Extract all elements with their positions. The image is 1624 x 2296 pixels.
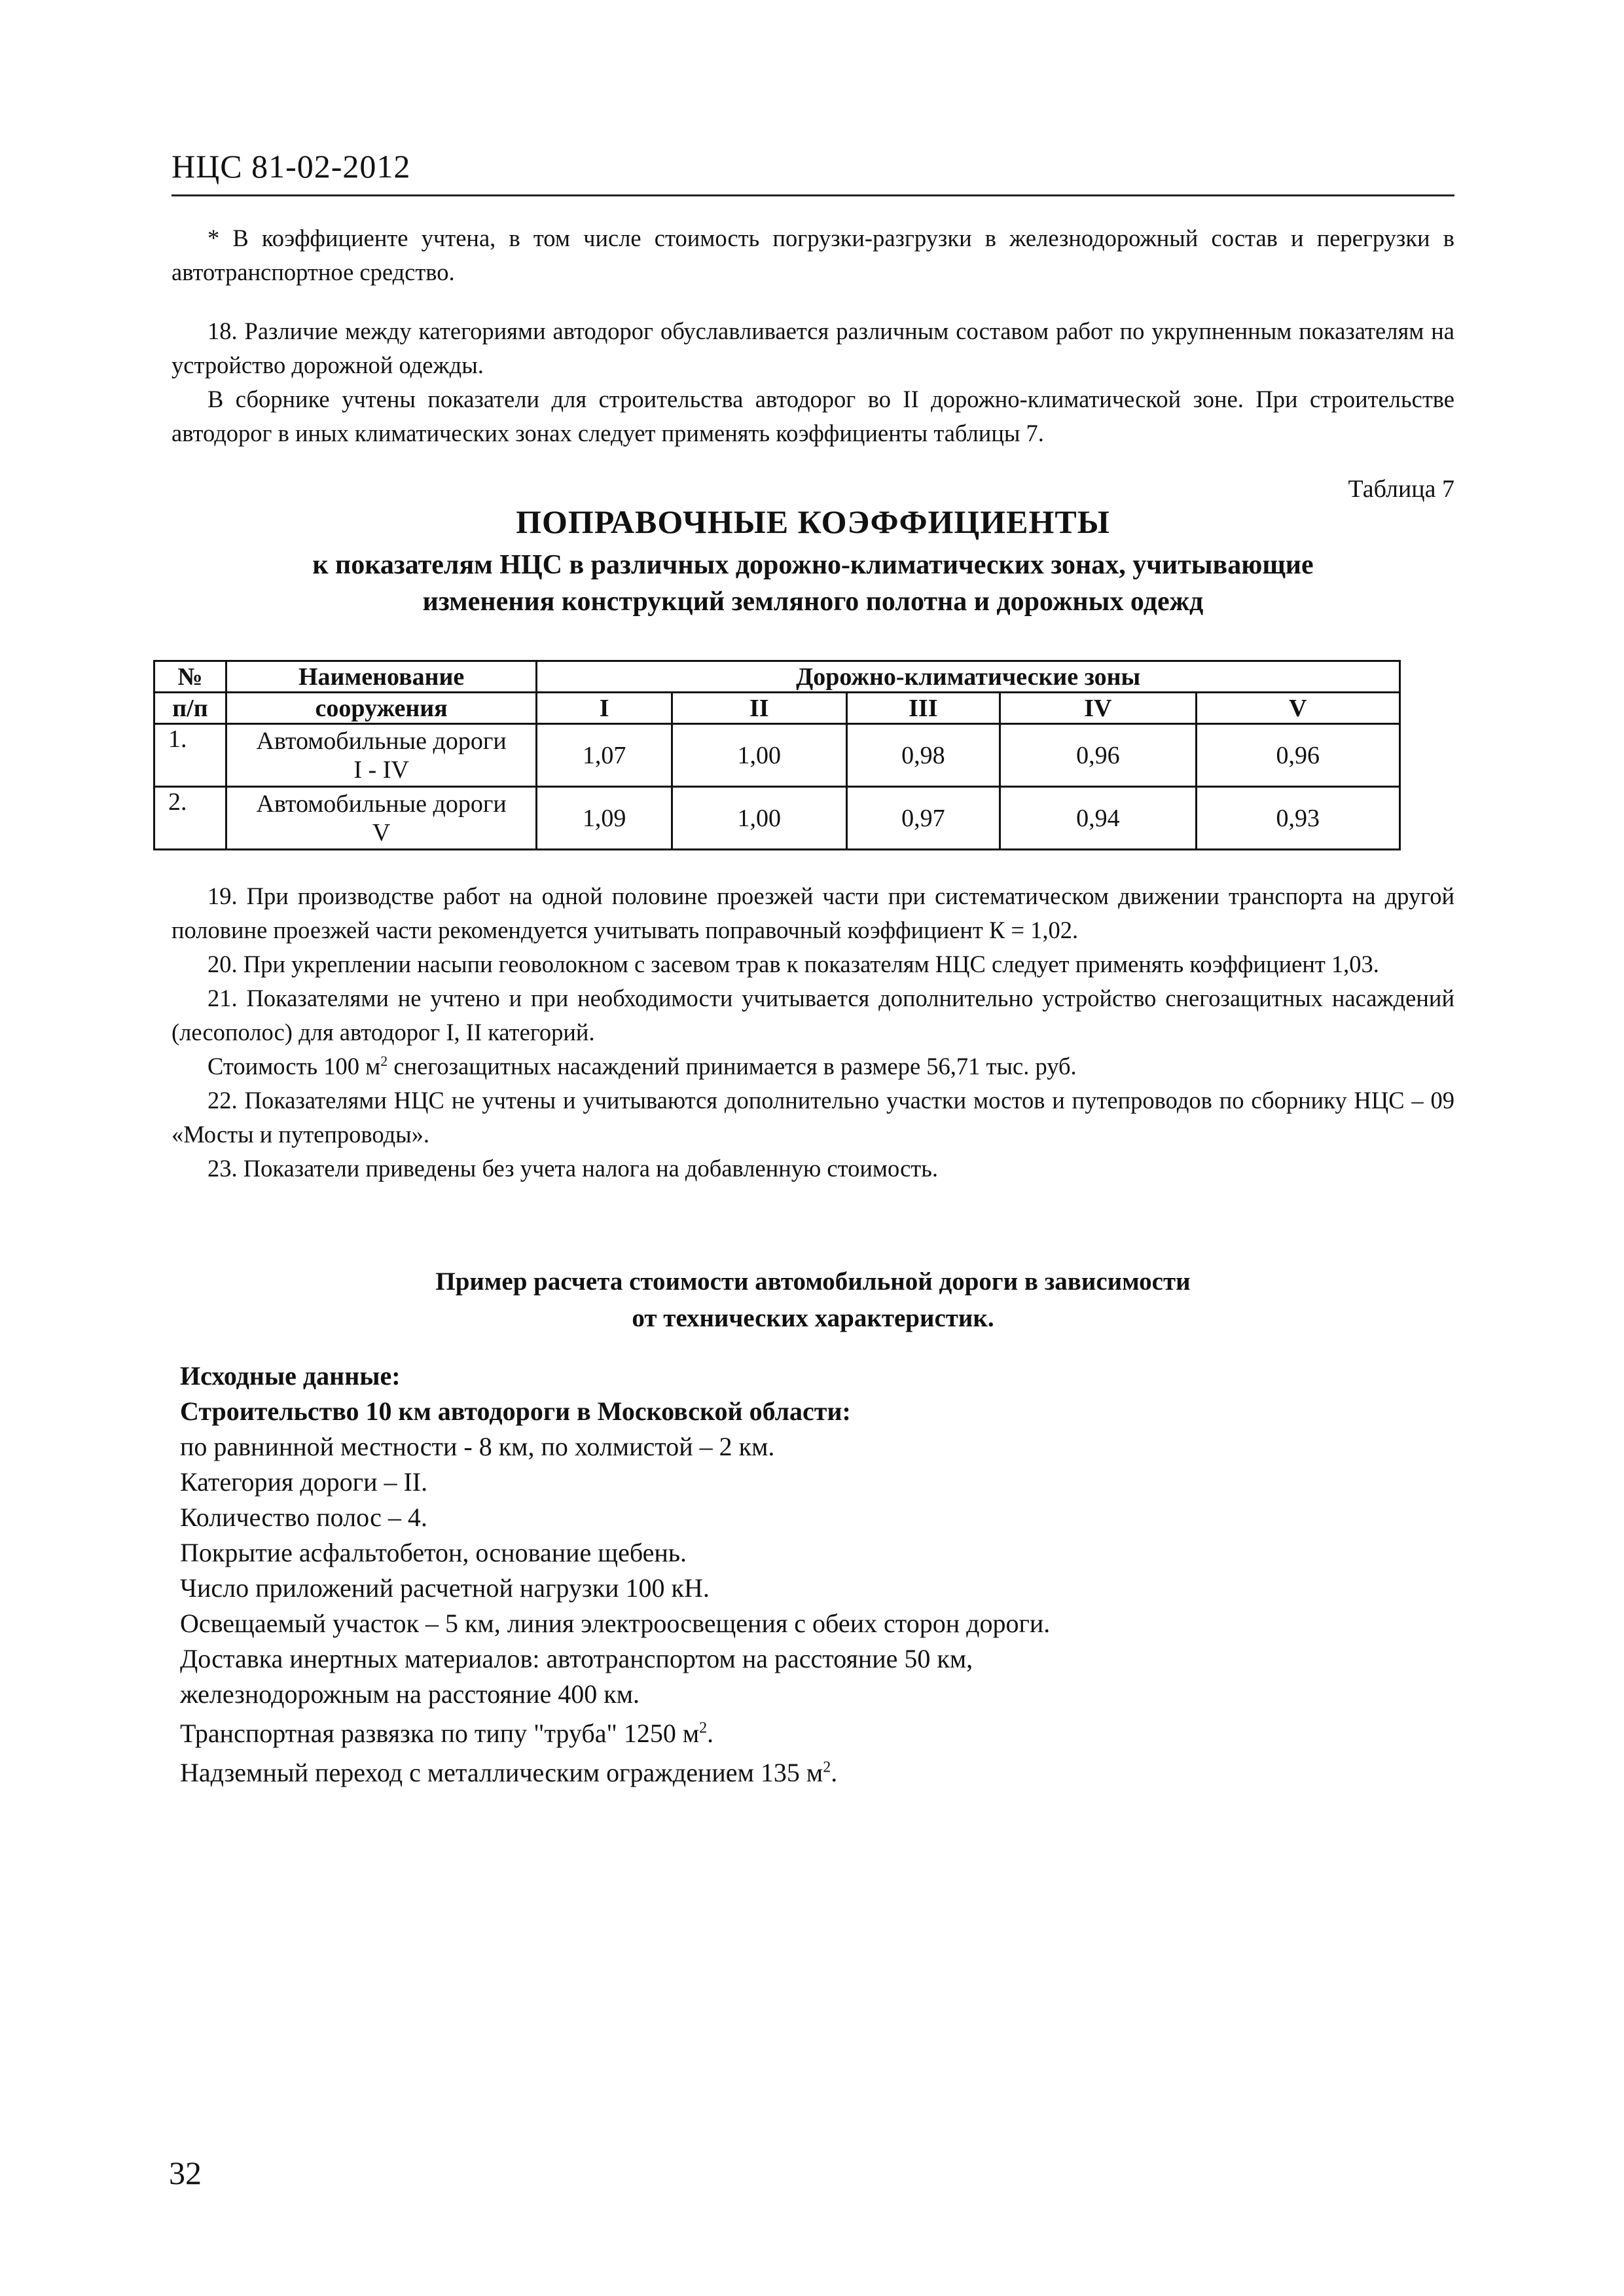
row-name	[226, 787, 536, 850]
table-subtitle-line-2: изменения конструкций земляного полотна и дорожных одежд	[422, 587, 1204, 617]
coefficient-cell: 0,93	[1196, 787, 1399, 850]
list-item: Освещаемый участок – 5 км, линия электроосвещения с обеих сторон дороги.	[180, 1609, 1051, 1638]
coefficient-cell: 0,96	[1000, 724, 1196, 787]
paragraph-22: 22. Показателями НЦС не учтены и учитываются дополнительно участки мостов и путепроводов по сборнику НЦС – 09 «Мосты и путепроводы».	[171, 1087, 1454, 1148]
row-name-line-2: I - IV	[353, 756, 409, 784]
table-subtitle	[171, 547, 1454, 620]
table-row	[154, 787, 1400, 850]
paragraph-23: 23. Показатели приведены без учета налога на добавленную стоимость.	[208, 1155, 939, 1182]
footnote-text: * В коэффициенте учтена, в том числе стоимость погрузки-разгрузки в железнодорожный состав и перегрузки в автотранспортное средство.	[171, 225, 1454, 285]
example-title-line-2: от технических характеристик.	[632, 1304, 994, 1332]
initial-data-list	[180, 1358, 1050, 1791]
paragraph-18-continued: В сборнике учтены показатели для строительства автодорог во II дорожно-климатической зоне. При строительстве автодорог в иных климатических зонах следует применять коэффициенты таблицы 7.	[171, 386, 1454, 446]
cost-text-start: Стоимость 100 м	[208, 1053, 381, 1080]
row-name-line-2: V	[372, 818, 391, 847]
crossing-end: .	[831, 1758, 838, 1787]
col-header-number: №	[154, 661, 226, 693]
zone-header: IV	[1000, 693, 1196, 724]
paragraph-21: 21. Показателями не учтено и при необходимости учитывается дополнительно устройство снегозащитных насаждений (лесополос) для автодорог I, II категорий.	[171, 985, 1454, 1046]
table-title: ПОПРАВОЧНЫЕ КОЭФФИЦИЕНТЫ	[516, 503, 1110, 540]
example-title	[171, 1264, 1454, 1337]
cost-text-end: снегозащитных насаждений принимается в размере 56,71 тыс. руб.	[388, 1053, 1077, 1080]
col-header-name: Наименование	[226, 661, 536, 693]
zone-header: V	[1196, 693, 1399, 724]
crossing-text: Надземный переход с металлическим ограждением 135 м	[180, 1758, 823, 1787]
coefficient-cell: 1,00	[672, 787, 847, 850]
list-item: Доставка инертных материалов: автотранспортом на расстояние 50 км,	[180, 1644, 973, 1673]
coefficient-cell: 0,96	[1196, 724, 1399, 787]
row-name-line-1: Автомобильные дороги	[256, 727, 507, 755]
table-subtitle-line-1: к показателям НЦС в различных дорожно-климатических зонах, учитывающие	[312, 550, 1314, 580]
zone-header: I	[537, 693, 672, 724]
table-caption: Таблица 7	[1348, 475, 1454, 503]
coefficient-cell: 0,97	[846, 787, 1000, 850]
list-item: по равнинной местности - 8 км, по холмистой – 2 км.	[180, 1432, 775, 1461]
square-superscript: 2	[823, 1758, 831, 1776]
footnote-block	[171, 221, 1454, 289]
list-item: Покрытие асфальтобетон, основание щебень.	[180, 1538, 687, 1567]
col-header-number-line-2: п/п	[154, 693, 226, 724]
square-superscript: 2	[699, 1719, 708, 1737]
header-rule	[171, 194, 1454, 196]
list-item: Количество полос – 4.	[180, 1503, 427, 1532]
table-row	[154, 724, 1400, 787]
construction-heading: Строительство 10 км автодороги в Московской области:	[180, 1396, 851, 1426]
list-item-interchange	[180, 1716, 1050, 1751]
row-name	[226, 724, 536, 787]
paragraph-18-block	[171, 314, 1454, 450]
initial-data-heading: Исходные данные:	[180, 1361, 401, 1391]
square-superscript: 2	[380, 1052, 388, 1069]
list-item: Категория дороги – II.	[180, 1467, 428, 1497]
paragraph-21-cost	[171, 1049, 1454, 1084]
page-number: 32	[169, 2155, 202, 2191]
col-header-zones: Дорожно-климатические зоны	[537, 661, 1400, 693]
coefficients-table	[153, 660, 1401, 850]
coefficient-cell: 1,09	[537, 787, 672, 850]
row-number: 1.	[154, 724, 226, 787]
paragraph-20: 20. При укреплении насыпи геоволокном с засевом трав к показателям НЦС следует применять коэффициент 1,03.	[208, 951, 1379, 977]
list-item-crossing	[180, 1755, 1050, 1791]
list-item: Число приложений расчетной нагрузки 100 кН.	[180, 1573, 710, 1603]
row-name-line-1: Автомобильные дороги	[256, 790, 507, 818]
zone-header: III	[846, 693, 1000, 724]
coefficient-cell: 0,94	[1000, 787, 1196, 850]
numbered-paragraphs	[171, 879, 1454, 1186]
coefficient-cell: 0,98	[846, 724, 1000, 787]
example-title-line-1: Пример расчета стоимости автомобильной дороги в зависимости	[435, 1267, 1191, 1296]
col-header-name-line-2: сооружения	[226, 693, 536, 724]
paragraph-18: 18. Различие между категориями автодорог обуславливается различным составом работ по укрупненным показателям на устройство дорожной одежды.	[171, 318, 1454, 378]
paragraph-19: 19. При производстве работ на одной половине проезжей части при систематическом движении транспорта на другой половине проезжей части рекомендуется учитывать поправочный коэффициент К = 1,02.	[171, 883, 1454, 943]
list-item: железнодорожным на расстояние 400 км.	[180, 1679, 640, 1709]
document-code-header: НЦС 81-02-2012	[171, 148, 411, 185]
table-header-row-2	[154, 693, 1400, 724]
interchange-end: .	[707, 1719, 714, 1748]
table-header-row-1	[154, 661, 1400, 693]
zone-header: II	[672, 693, 847, 724]
interchange-text: Транспортная развязка по типу "труба" 1250 м	[180, 1719, 700, 1748]
coefficient-cell: 1,07	[537, 724, 672, 787]
row-number: 2.	[154, 787, 226, 850]
coefficient-cell: 1,00	[672, 724, 847, 787]
